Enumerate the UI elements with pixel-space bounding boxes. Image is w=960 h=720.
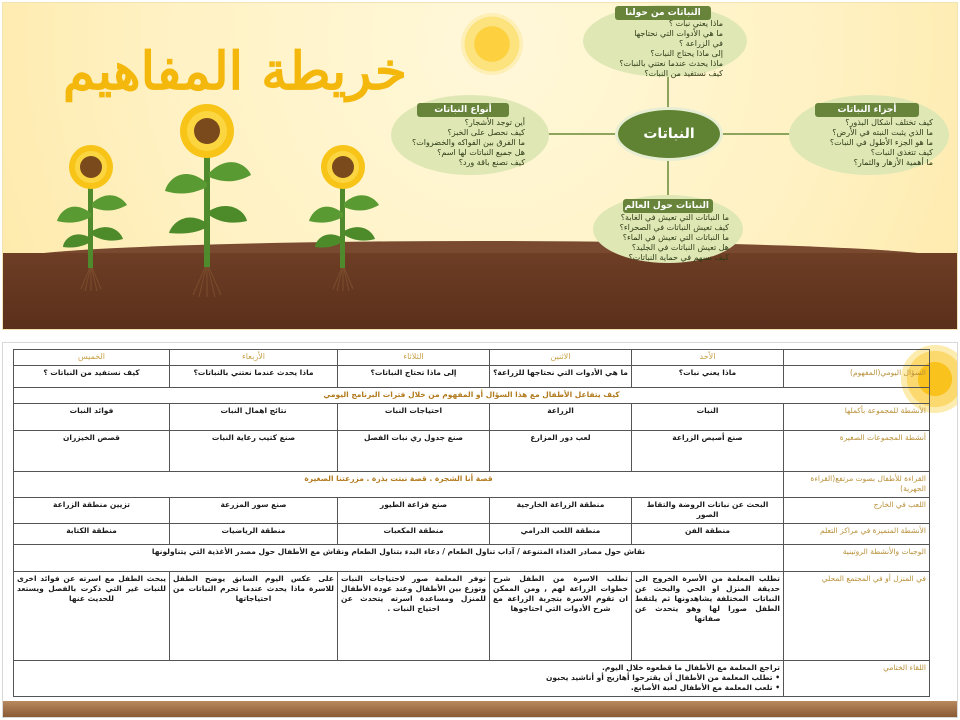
- center-label: النباتات: [643, 126, 695, 142]
- day-header: الأربعاء: [170, 350, 338, 366]
- soil-ground: [3, 253, 958, 330]
- question-line: هل تعيش النباتات في الجليد؟: [631, 243, 729, 252]
- day-header: الثلاثاء: [338, 350, 490, 366]
- table-cell: الزراعة: [490, 403, 632, 430]
- weekly-plan-table: [13, 349, 930, 697]
- table-cell: صنع كتيب رعاية النبات: [170, 430, 338, 471]
- corner-cell: [784, 350, 930, 366]
- question-line: كيف نسهم في حماية النباتات؟: [628, 253, 729, 262]
- question-line: في الزراعة ؟: [678, 39, 723, 48]
- table-cell: منطقة اللعب الدرامي: [490, 523, 632, 544]
- table-cell: إلى ماذا تحتاج النباتات؟: [338, 365, 490, 388]
- row-label: اللقاء الختامي: [784, 660, 930, 696]
- table-cell: توفر المعلمة صور لاحتياجات النبات وتوزع بين الأطفال وعند عودة الأطفال للمنزل ومساعدة اسرته يتحدث عن احتياج النبات .: [338, 571, 490, 660]
- question-line: إلى ماذا يحتاج النبات؟: [650, 49, 723, 58]
- bubble-title: النباتات من حولنا: [615, 6, 711, 20]
- table-cell: صنع جدول ري نبات الفصل: [338, 430, 490, 471]
- table-cell: ما هي الأدوات التي نحتاجها للزراعة؟: [490, 365, 632, 388]
- table-cell: صنع فزاعة الطيور: [338, 498, 490, 524]
- question-line: ما هي الأدوات التي نحتاجها: [634, 29, 723, 38]
- table-cell: النبات: [632, 403, 784, 430]
- question-line: أين توجد الأشجار؟: [464, 118, 525, 127]
- table-row: [14, 498, 930, 524]
- table-cell: صنع سور المزرعة: [170, 498, 338, 524]
- sunflower-icon: [303, 143, 383, 293]
- table-cell: منطقة الرياضيات: [170, 523, 338, 544]
- table-cell: فوائد النبات: [14, 403, 170, 430]
- table-cell: تطلب المعلمة من الأسرة الخروج الى حديقة المنزل او الحي والبحث عن النباتات المختلفة يشاهدونها ثم يلتقط الطفل صورا لها وهو يتحدث عن صفاتها: [632, 571, 784, 660]
- row-label: القراءة للأطفال بصوت مرتفع(القراءة الجهرية): [784, 472, 930, 498]
- table-row: [14, 388, 930, 404]
- day-header: الاثنين: [490, 350, 632, 366]
- closing-line: تراجع المعلمة مع الأطفال ما قطعوه خلال اليوم.: [602, 662, 780, 672]
- day-header: الأحد: [632, 350, 784, 366]
- table-cell: نقاش حول مصادر الغذاء المتنوعة / آداب تناول الطعام / دعاء البدء بتناول الطعام ونقاش مع الأطفال حول مصدر الأغذية التي يتناولونها: [14, 544, 784, 571]
- table-cell: صنع أصيص الزراعة: [632, 430, 784, 471]
- question-line: ما الذي يثبت النبته في الأرض؟: [832, 128, 933, 137]
- connector-line: [721, 133, 793, 135]
- closing-line: • تطلب المعلمة من الأطفال أن يقترحوا أهازيج أو أناشيد يحبون: [546, 672, 780, 682]
- table-cell: منطقة الزراعة الخارجية: [490, 498, 632, 524]
- table-cell: منطقة الفن: [632, 523, 784, 544]
- table-cell: قصة أنا الشجرة . قصة نبتت بذرة . مزرعتنا الصغيرة: [14, 472, 784, 498]
- question-line: كيف نحصل على الخبز؟: [447, 128, 525, 137]
- bubble-lines: [807, 118, 933, 168]
- row-label: في المنزل أو في المجتمع المحلي: [784, 571, 930, 660]
- question-line: كيف نستفيد من النبات؟: [644, 69, 723, 78]
- table-cell: على عكس اليوم السابق يوضح الطفل للاسرة ماذا يحدث عندما تحرم النباتات من احتياجاتها: [170, 571, 338, 660]
- row-label: الأنشطة للمجموعة بأكملها: [784, 403, 930, 430]
- table-cell: قصص الخيزران: [14, 430, 170, 471]
- table-cell: منطقة المكعبات: [338, 523, 490, 544]
- row-label: الأنشطة المتميزة في مراكز التعلم: [784, 523, 930, 544]
- days-header-row: [14, 350, 930, 366]
- question-line: ما أهمية الأزهار والثمار؟: [853, 158, 933, 167]
- table-cell: ماذا يحدث عندما نعتني بالنباتات؟: [170, 365, 338, 388]
- center-node: [615, 107, 723, 161]
- bubble-lines: [401, 118, 525, 168]
- table-cell: يبحث الطفل مع اسرته عن فوائد اخرى للنبات غير التي ذكرت بالفصل ويستعد للحديث عنها: [14, 571, 170, 660]
- question-line: هل جميع النباتات لها اسم؟: [437, 148, 525, 157]
- bubble-lines: [607, 19, 723, 79]
- table-cell: ماذا يعني نبات؟: [632, 365, 784, 388]
- table-row: [14, 365, 930, 388]
- soil-strip: [3, 701, 958, 717]
- table-cell: [14, 660, 784, 696]
- table-cell: كيف نستفيد من النباتات ؟: [14, 365, 170, 388]
- question-line: ما النباتات التي تعيش في الغابة؟: [620, 213, 729, 222]
- sunflower-icon: [51, 143, 131, 293]
- table-row: [14, 472, 930, 498]
- table-row: [14, 430, 930, 471]
- bubble-lines: [603, 213, 729, 263]
- closing-line: • تلعب المعلمة مع الأطفال لعبة الأصابع.: [630, 682, 780, 692]
- table-cell: احتياجات النبات: [338, 403, 490, 430]
- table-row: [14, 660, 930, 696]
- table-row: [14, 523, 930, 544]
- row-label: اللعب في الخارج: [784, 498, 930, 524]
- sunflower-icon: [163, 103, 253, 299]
- question-line: ماذا يعني نبات ؟: [668, 19, 723, 28]
- question-line: ما الفرق بين الفواكه والخضروات؟: [411, 138, 525, 147]
- bubble-title: أنواع النباتات: [417, 103, 509, 117]
- question-line: كيف تتغذى النبات؟: [870, 148, 933, 157]
- connector-line: [547, 133, 617, 135]
- table-row: [14, 544, 930, 571]
- row-label: أنشطة المجموعات الصغيرة: [784, 430, 930, 471]
- row-label: الوجبات والأنشطة الروتينية: [784, 544, 930, 571]
- table-row: [14, 571, 930, 660]
- question-line: كيف تعيش النباتات في الصحراء؟: [619, 223, 729, 232]
- table-cell: البحث عن نباتات الروضة والتقاط الصور: [632, 498, 784, 524]
- question-line: ماذا يحدث عندما نعتني بالنبات؟: [619, 59, 723, 68]
- row-label: السؤال اليومي(المفهوم): [784, 365, 930, 388]
- day-header: الخميس: [14, 350, 170, 366]
- question-line: ما النباتات التي تعيش في الماء؟: [622, 233, 729, 242]
- section-note: كيف يتفاعل الأطفال مع هذا السؤال أو المفهوم من خلال فترات البرنامج اليومي: [14, 388, 930, 404]
- concept-map-slide: [2, 2, 958, 330]
- sun-icon: [461, 13, 523, 75]
- bubble-title: النباتات حول العالم: [623, 199, 713, 213]
- question-line: ما هو الجزء الأطول في النبات؟: [829, 138, 933, 147]
- table-cell: منطقة الكتابة: [14, 523, 170, 544]
- page-title: خريطة المفاهيم: [62, 41, 408, 102]
- question-line: كيف نصنع باقة ورد؟: [458, 158, 525, 167]
- question-line: كيف تختلف أشكال البذور؟: [845, 118, 933, 127]
- weekly-plan-slide: [2, 342, 958, 718]
- table-row: [14, 403, 930, 430]
- table-cell: لعب دور المزارع: [490, 430, 632, 471]
- table-cell: تزيين منطقة الزراعة: [14, 498, 170, 524]
- table-cell: تطلب الاسرة من الطفل شرح خطوات الزراعة لهم , ومن الممكن ان تقوم الاسرة بتجربة الزراعة مع شرح الأدوات التي احتاجوها: [490, 571, 632, 660]
- bubble-title: أجزاء النباتات: [815, 103, 919, 117]
- table-cell: نتائج اهمال النبات: [170, 403, 338, 430]
